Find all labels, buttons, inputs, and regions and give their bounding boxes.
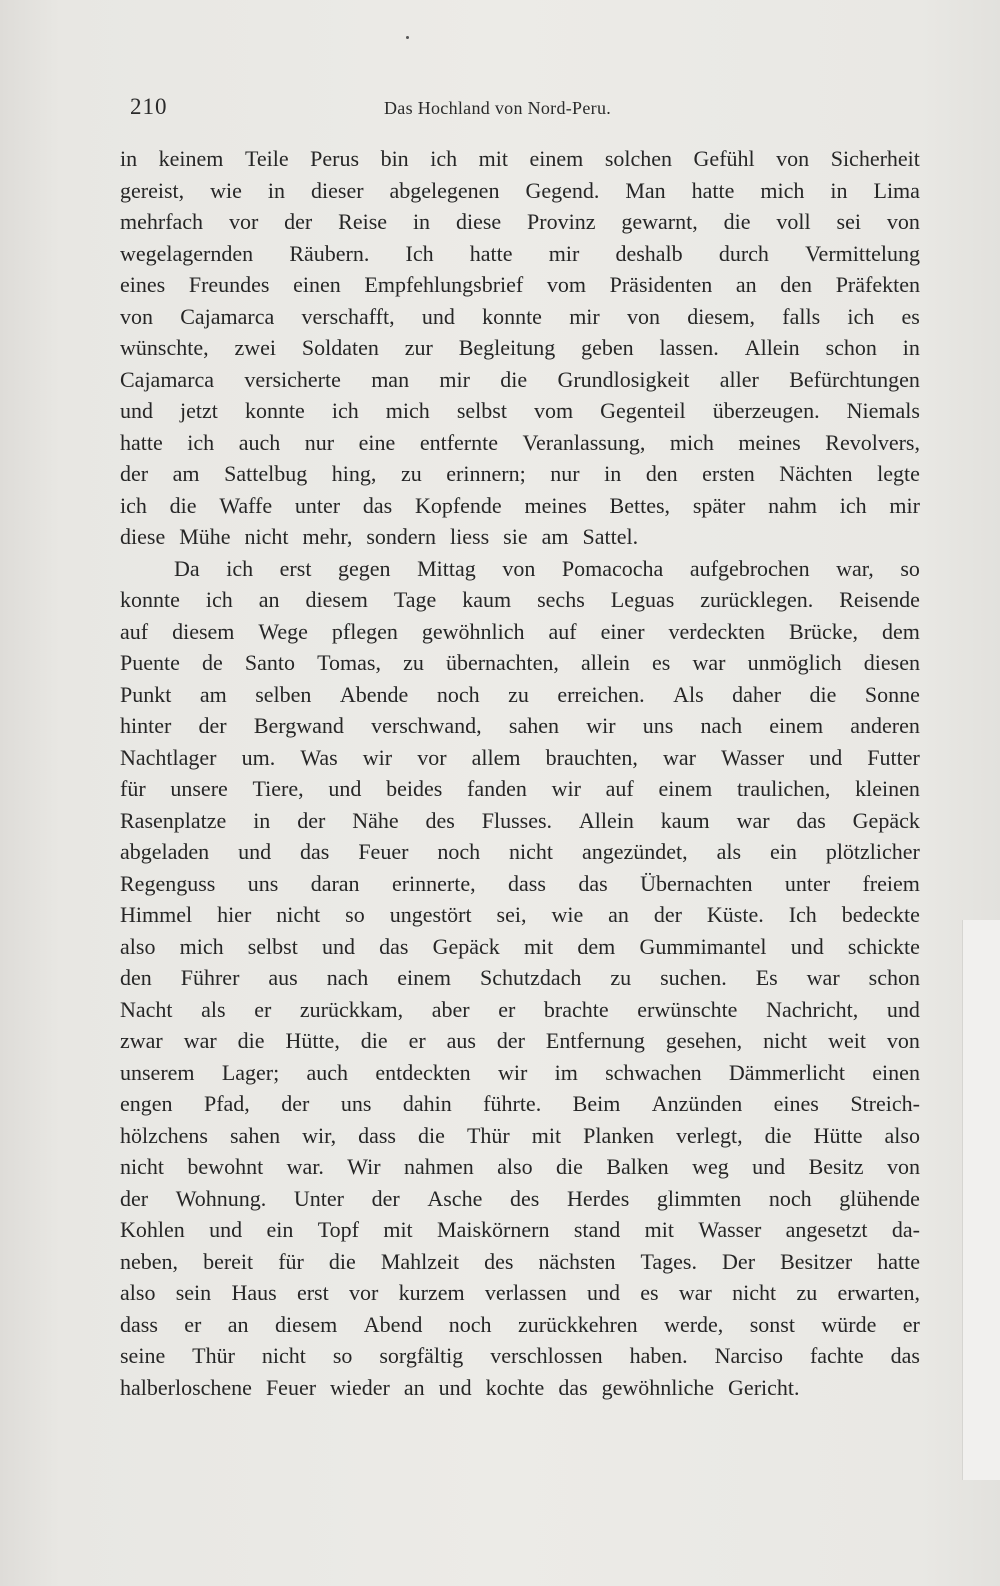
text-line: also sein Haus erst vor kurzem verlassen und es war nicht zu erwarten, [120, 1280, 920, 1305]
text-line: in keinem Teile Perus bin ich mit einem solchen Gefühl von Sicherheit [120, 146, 920, 171]
text-line: wünschte, zwei Soldaten zur Begleitung geben lassen. Allein schon in [120, 335, 920, 360]
text-line: wegelagernden Räubern. Ich hatte mir deshalb durch Vermittelung [120, 240, 920, 266]
text-line: von Cajamarca verschafft, und konnte mir von diesem, falls ich es [120, 303, 920, 329]
text-line: eines Freundes einen Empfehlungsbrief vom Präsidenten an den Präfekten [120, 272, 920, 297]
text-line: mehrfach vor der Reise in diese Provinz gewarnt, die voll sei von [120, 209, 920, 234]
text-line: neben, bereit für die Mahlzeit des nächsten Tages. Der Besitzer hatte [120, 1248, 920, 1274]
text-line: auf diesem Wege pflegen gewöhnlich auf einer verdeckten Brücke, dem [120, 618, 920, 644]
text-line: halberloschene Feuer wieder an und kochte das gewöhnliche Gericht. [120, 1374, 800, 1400]
ink-speck [406, 36, 409, 39]
text-line: Nachtlager um. Was wir vor allem brauchten, war Wasser und Futter [120, 744, 920, 770]
running-head: Das Hochland von Nord-Peru. [384, 98, 612, 118]
text-line: gereist, wie in dieser abgelegenen Gegend. Man hatte mich in Lima [120, 177, 920, 203]
text-line: Himmel hier nicht so ungestört sei, wie an der Küste. Ich bedeckte [120, 902, 920, 927]
text-line: Kohlen und ein Topf mit Maiskörnern stand mit Wasser angesetzt da- [120, 1217, 920, 1242]
text-line: zwar war die Hütte, die er aus der Entfernung gesehen, nicht weit von [120, 1028, 920, 1053]
text-line: nicht bewohnt war. Wir nahmen also die Balken weg und Besitz von [120, 1154, 920, 1179]
next-page-edge [962, 920, 1000, 1480]
body-text [120, 143, 920, 1403]
paragraph [120, 553, 920, 1404]
text-line: Cajamarca versicherte man mir die Grundlosigkeit aller Befürchtungen [120, 366, 920, 392]
text-line: abgeladen und das Feuer noch nicht angezündet, als ein plötzlicher [120, 839, 920, 864]
text-line: hatte ich auch nur eine entfernte Veranlassung, mich meines Revolvers, [120, 429, 920, 455]
text-line: hinter der Bergwand verschwand, sahen wir uns nach einem anderen [120, 713, 920, 738]
text-line: Da ich erst gegen Mittag von Pomacocha aufgebrochen war, so [174, 555, 920, 581]
text-line: diese Mühe nicht mehr, sondern liess sie am Sattel. [120, 524, 639, 549]
text-line: dass er an diesem Abend noch zurückkehren werde, sonst würde er [120, 1311, 920, 1337]
text-line: also mich selbst und das Gepäck mit dem Gummimantel und schickte [120, 933, 920, 959]
paragraph [120, 143, 920, 553]
text-line: Nacht als er zurückkam, aber er brachte erwünschte Nachricht, und [120, 996, 920, 1022]
text-line: ich die Waffe unter das Kopfende meines Bettes, später nahm ich mir [120, 492, 920, 518]
text-line: engen Pfad, der uns dahin führte. Beim Anzünden eines Streich- [120, 1091, 920, 1116]
text-line: unserem Lager; auch entdeckten wir im schwachen Dämmerlicht einen [120, 1059, 920, 1085]
text-line: konnte ich an diesem Tage kaum sechs Leguas zurücklegen. Reisende [120, 587, 920, 612]
text-line: den Führer aus nach einem Schutzdach zu suchen. Es war schon [120, 965, 920, 990]
text-line: Regenguss uns daran erinnerte, dass das Übernachten unter freiem [120, 870, 920, 896]
page-header [130, 94, 670, 124]
text-line: für unsere Tiere, und beides fanden wir auf einem traulichen, kleinen [120, 776, 920, 801]
text-line: der Wohnung. Unter der Asche des Herdes glimmten noch glühende [120, 1185, 920, 1211]
text-line: und jetzt konnte ich mich selbst vom Gegenteil überzeugen. Niemals [120, 398, 920, 423]
text-line: hölzchens sahen wir, dass die Thür mit Planken verlegt, die Hütte also [120, 1122, 920, 1148]
text-line: Rasenplatze in der Nähe des Flusses. Allein kaum war das Gepäck [120, 807, 920, 833]
text-line: Punkt am selben Abende noch zu erreichen. Als daher die Sonne [120, 681, 920, 707]
text-line: Puente de Santo Tomas, zu übernachten, allein es war unmöglich diesen [120, 650, 920, 675]
page-number: 210 [130, 94, 168, 119]
text-line: der am Sattelbug hing, zu erinnern; nur in den ersten Nächten legte [120, 461, 920, 486]
text-line: seine Thür nicht so sorgfältig verschlossen haben. Narciso fachte das [120, 1343, 920, 1368]
